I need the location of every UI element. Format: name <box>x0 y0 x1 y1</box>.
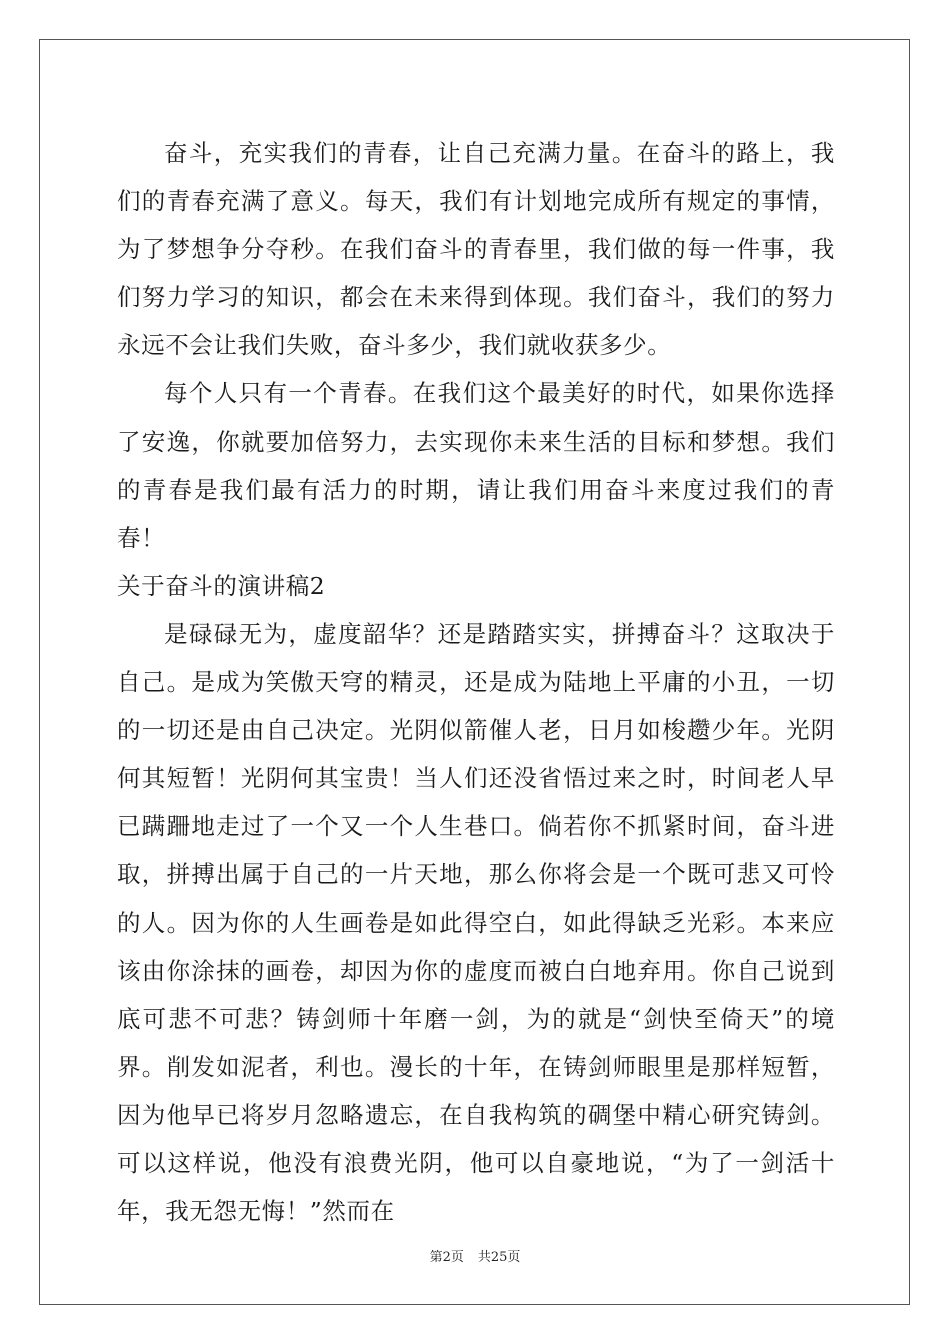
page-footer <box>0 1246 950 1265</box>
paragraph-3: 是碌碌无为，虚度韶华？还是踏踏实实，拼搏奋斗？这取决于自己。是成为笑傲天穹的精灵，还是成为陆地上平庸的小丑，一切的一切还是由自己决定。光阴似箭催人老，日月如梭趱少年。光阴何其短暂！光阴何其宝贵！当人们还没省悟过来之时，时间老人早已蹒跚地走过了一个又一个人生巷口。倘若你不抓紧时间，奋斗进取，拼搏出属于自己的一片天地，那么你将会是一个既可悲又可怜的人。因为你的人生画卷是如此得空白，如此得缺乏光彩。本来应该由你涂抹的画卷，却因为你的虚度而被白白地弃用。你自己说到底可悲不可悲？铸剑师十年磨一剑，为的就是“剑快至倚天”的境界。削发如泥者，利也。漫长的十年，在铸剑师眼里是那样短暂，因为他早已将岁月忽略遗忘，在自我构筑的碉堡中精心研究铸剑。可以这样说，他没有浪费光阴，他可以自豪地说，“为了一剑活十年，我无怨无悔！”然而在 <box>117 619 835 1226</box>
page-total: 共25页 <box>477 1250 521 1265</box>
paragraph-2: 每个人只有一个青春。在我们这个最美好的时代，如果你选择了安逸，你就要加倍努力，去实现你未来生活的目标和梦想。我们的青春是我们最有活力的时期，请让我们用奋斗来度过我们的青春！ <box>117 379 835 552</box>
document-body <box>117 129 835 1235</box>
section-heading: 关于奋斗的演讲稿2 <box>117 571 326 600</box>
paragraph-1: 奋斗，充实我们的青春，让自己充满力量。在奋斗的路上，我们的青春充满了意义。每天，我们有计划地完成所有规定的事情，为了梦想争分夺秒。在我们奋斗的青春里，我们做的每一件事，我们努力学习的知识，都会在未来得到体现。我们奋斗，我们的努力永远不会让我们失败，奋斗多少，我们就收获多少。 <box>117 139 835 360</box>
page-number: 第2页 <box>429 1250 464 1265</box>
